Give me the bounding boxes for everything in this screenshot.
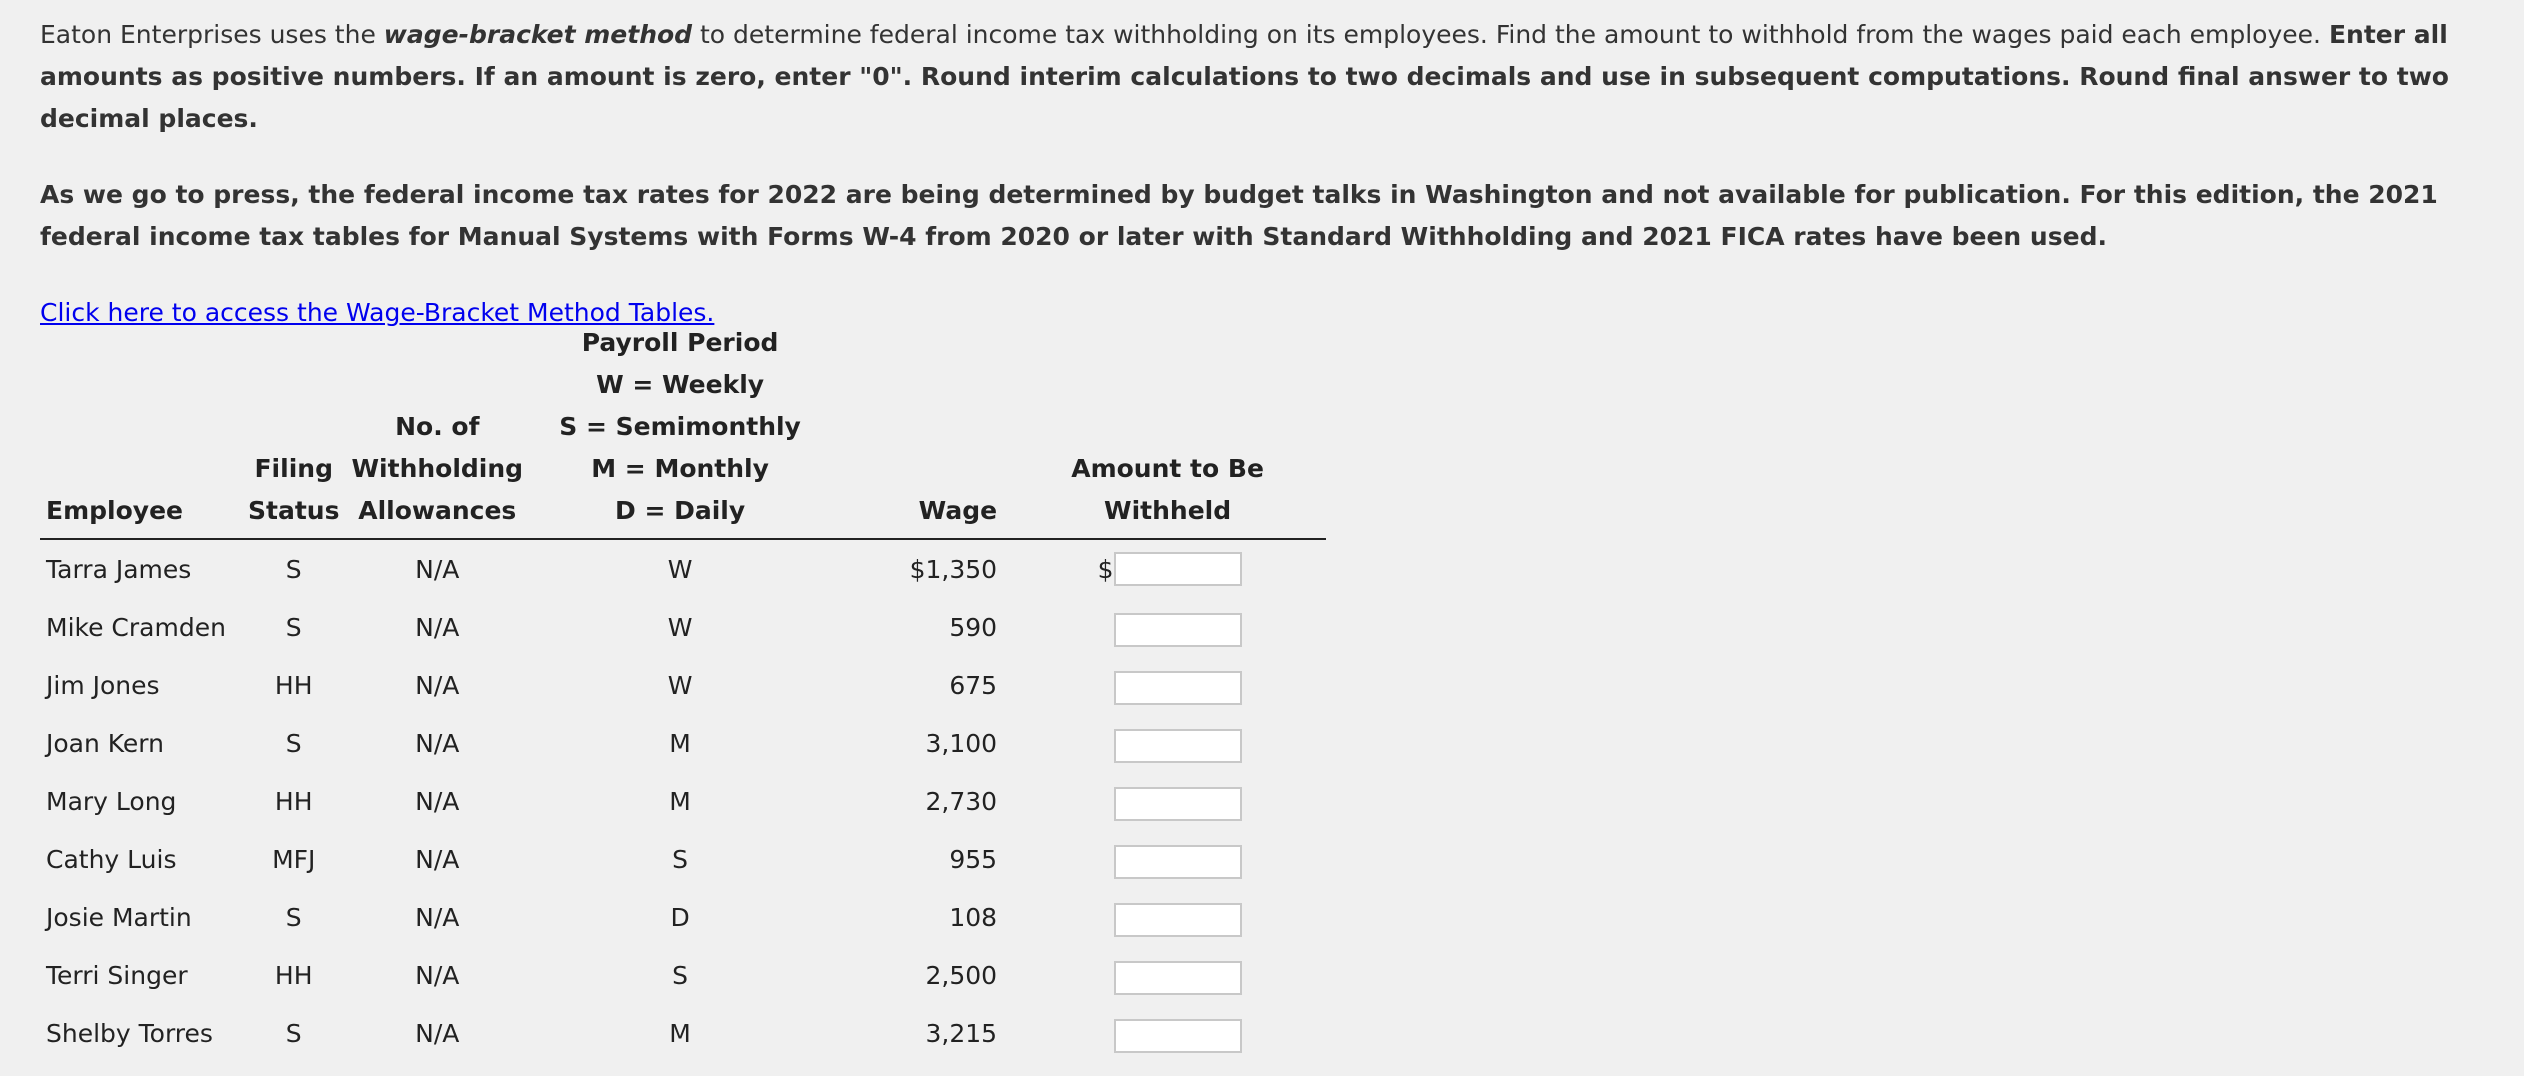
withholding-allowances: N/A [415, 960, 460, 990]
table-row [40, 1004, 1326, 1062]
header-allowances: No. of Withholding Allowances [351, 412, 524, 525]
filing-status: MFJ [272, 844, 316, 874]
amount-withheld-input[interactable] [1114, 961, 1242, 995]
table-row [40, 656, 1326, 714]
amount-cell [1009, 1004, 1326, 1062]
amount-cell [1009, 714, 1326, 772]
payroll-period: M [669, 728, 691, 758]
currency-symbol: $ [1097, 554, 1114, 584]
employee-name: Cathy Luis [46, 844, 177, 874]
filing-status: HH [274, 670, 313, 700]
withholding-allowances: N/A [415, 1018, 460, 1048]
filing-status: S [285, 1018, 302, 1048]
wage-amount: 675 [949, 670, 998, 700]
table-row [40, 598, 1326, 656]
payroll-period: W [667, 554, 693, 584]
header-filing-status: Filing Status [248, 454, 340, 525]
amount-withheld-input[interactable] [1114, 671, 1242, 705]
table-header-row [40, 322, 1326, 539]
amount-cell [1009, 830, 1326, 888]
instructions-block [40, 14, 2500, 334]
payroll-period: S [672, 960, 689, 990]
amount-cell [1009, 772, 1326, 830]
table-row [40, 946, 1326, 1004]
wage-amount: $1,350 [909, 554, 998, 584]
filing-status: HH [274, 960, 313, 990]
header-payroll-period: Payroll Period W = Weekly S = Semimonthly M = Monthly D = Daily [559, 328, 801, 525]
method-emphasis: wage-bracket method [383, 20, 693, 49]
filing-status: S [285, 612, 302, 642]
employee-name: Mike Cramden [46, 612, 226, 642]
intro-text-cont: to determine federal income tax withholding on its employees. Find the amount to withhold from the wages paid each employee. [692, 20, 2329, 49]
employee-name: Joan Kern [46, 728, 164, 758]
withholding-allowances: N/A [415, 844, 460, 874]
filing-status: S [285, 902, 302, 932]
wage-amount: 3,215 [925, 1018, 998, 1048]
wage-bracket-tables-link[interactable]: Click here to access the Wage-Bracket Method Tables. [40, 298, 715, 327]
wage-amount: 3,100 [925, 728, 998, 758]
amount-withheld-input[interactable] [1114, 903, 1242, 937]
employee-name: Mary Long [46, 786, 177, 816]
payroll-period: S [672, 844, 689, 874]
filing-status: HH [274, 786, 313, 816]
employee-name: Terri Singer [46, 960, 188, 990]
filing-status: S [285, 728, 302, 758]
payroll-period: W [667, 670, 693, 700]
withholding-allowances: N/A [415, 612, 460, 642]
amount-cell [1009, 946, 1326, 1004]
amount-withheld-input[interactable] [1114, 552, 1242, 586]
amount-withheld-input[interactable] [1114, 845, 1242, 879]
amount-withheld-input[interactable] [1114, 729, 1242, 763]
table-row [40, 539, 1326, 598]
wage-amount: 2,730 [925, 786, 998, 816]
employee-name: Tarra James [46, 554, 192, 584]
amount-withheld-input[interactable] [1114, 787, 1242, 821]
withholding-allowances: N/A [415, 786, 460, 816]
employee-name: Shelby Torres [46, 1018, 213, 1048]
payroll-period: M [669, 786, 691, 816]
rounding-instructions: Enter all amounts as positive numbers. If an amount is zero, enter "0". Round interim calculations to two decimals and use in subsequent computations. Round final answer to two decimal places. [40, 20, 2449, 133]
wage-amount: 2,500 [925, 960, 998, 990]
payroll-period: M [669, 1018, 691, 1048]
header-amount-withheld: Amount to Be Withheld [1071, 454, 1264, 525]
withholding-allowances: N/A [415, 670, 460, 700]
amount-cell [1009, 888, 1326, 946]
table-row [40, 772, 1326, 830]
amount-cell [1009, 598, 1326, 656]
payroll-period: W [667, 612, 693, 642]
employee-name: Josie Martin [46, 902, 192, 932]
intro-text: Eaton Enterprises uses the [40, 20, 384, 49]
table-row [40, 830, 1326, 888]
withholding-allowances: N/A [415, 902, 460, 932]
payroll-period: D [670, 902, 690, 932]
withholding-table [40, 322, 1326, 1062]
table-row [40, 888, 1326, 946]
header-employee: Employee [46, 496, 183, 525]
tax-rate-note: As we go to press, the federal income tax rates for 2022 are being determined by budget talks in Washington and not available for publication. For this edition, the 2021 federal income tax tables for Manual Systems with Forms W-4 from 2020 or later with Standard Withholding and 2021 FICA rates have been used. [40, 180, 2438, 251]
wage-amount: 108 [949, 902, 998, 932]
amount-withheld-input[interactable] [1114, 1019, 1242, 1053]
amount-cell [1009, 656, 1326, 714]
table-row [40, 714, 1326, 772]
header-wage: Wage [918, 496, 998, 525]
withholding-allowances: N/A [415, 554, 460, 584]
instructions-paragraph [40, 14, 2500, 140]
wage-amount: 590 [949, 612, 998, 642]
withholding-allowances: N/A [415, 728, 460, 758]
amount-cell [1009, 539, 1326, 598]
wage-amount: 955 [949, 844, 998, 874]
amount-withheld-input[interactable] [1114, 613, 1242, 647]
filing-status: S [285, 554, 302, 584]
employee-name: Jim Jones [46, 670, 160, 700]
